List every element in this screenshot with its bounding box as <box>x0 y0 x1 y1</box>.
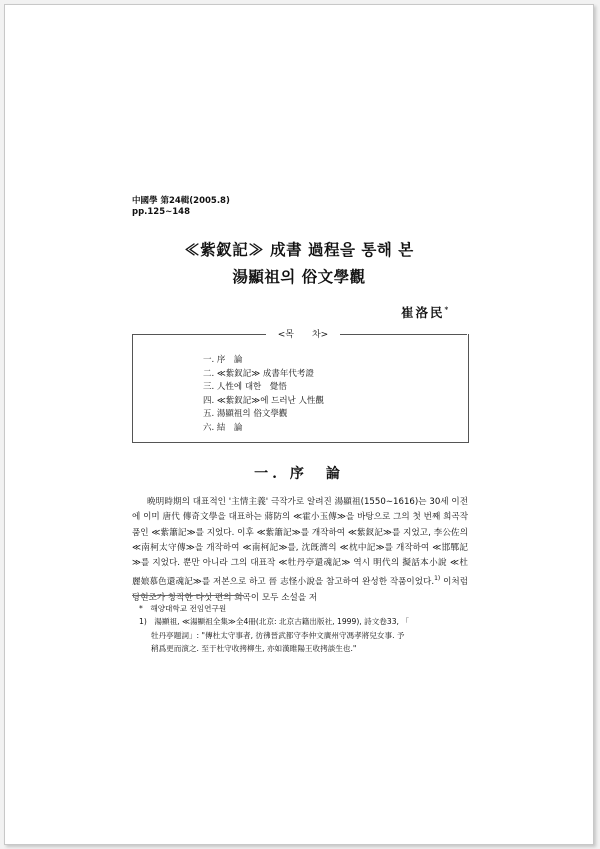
author-footnote-mark: * <box>444 304 449 314</box>
toc-item: 六. 結 論 <box>203 422 243 433</box>
journal-header <box>132 196 230 218</box>
toc-item: 一. 序 論 <box>203 355 243 365</box>
body-text-main: 晩明時期의 대표적인 '主情主義' 극작가로 알려진 湯顯祖(1550∼1616)는 30세 이전에 이미 唐代 傳奇文學을 대표하는 蔣防의 ≪霍小玉傳≫을 바탕으로 그의 첫 번째 희곡작품인 ≪紫簫記≫를 지었다. 이후 ≪紫簫記≫를 개작하여 ≪紫釵記≫를 지었고, 李公佐의 ≪南柯太守傳≫을 개작하여 ≪南柯記≫를, 沈旣濟의 ≪枕中記≫를 개작하여 ≪邯鄲記≫를 지었다. 뿐만 아니라 그의 대표작 ≪牡丹亭還魂記≫ 역시 明代의 擬話本小說 ≪杜麗娘慕色還魂記≫를 저본으로 하고 晉 志怪小說을 참고하여 완성한 작품이었다. <box>132 497 468 588</box>
footnote-affiliation: * 해양대학교 전임연구원 <box>139 604 227 613</box>
paper-title-line-1: ≪紫釵記≫ 成書 過程을 통해 본 <box>184 240 414 259</box>
toc-list <box>203 354 324 435</box>
section-heading: 一. 序 論 <box>254 466 344 482</box>
footnotes <box>139 602 469 655</box>
author-name <box>401 303 448 321</box>
body-paragraph <box>132 495 468 606</box>
footnote-1-line-3: 稍爲更而演之. 至于杜守收拷柳生, 亦如漢睢陽王收拷談生也." <box>151 643 357 653</box>
toc-item: 五. 湯顯祖의 俗文學觀 <box>203 409 288 419</box>
paper-title-line-2: 湯顯祖의 俗文學觀 <box>232 267 366 286</box>
footnote-divider <box>132 595 244 596</box>
toc-item: 四. ≪紫釵記≫에 드러난 人性觀 <box>203 395 324 406</box>
body-text-tail: 이처럼 탕현조가 창작한 다섯 편의 희곡이 모두 소설을 저 <box>132 577 468 603</box>
toc-item: 三. 人性에 대한 覺悟 <box>203 382 287 392</box>
page-range: pp.125∼148 <box>132 207 191 217</box>
footnote-1-line-1: 1) 湯顯祖, ≪湯顯祖全集≫全4冊(北京: 北京古籍出版社, 1999), 詩文卷33, 「 <box>139 617 409 627</box>
footnote-ref: 1) <box>434 575 441 583</box>
footnote-1-line-2: 牡丹亭題詞」: "傳杜太守事者, 彷彿晉武都守李仲文廣州守馮孝將兒女事. 予 <box>151 630 405 640</box>
toc-heading: <목 차> <box>277 330 329 340</box>
document-page <box>4 4 594 845</box>
journal-issue: 中國學 第24輯(2005.8) <box>132 196 230 206</box>
toc-item: 二. ≪紫釵記≫ 成書年代考證 <box>203 368 314 379</box>
author-name-text: 崔洛民 <box>401 305 445 320</box>
